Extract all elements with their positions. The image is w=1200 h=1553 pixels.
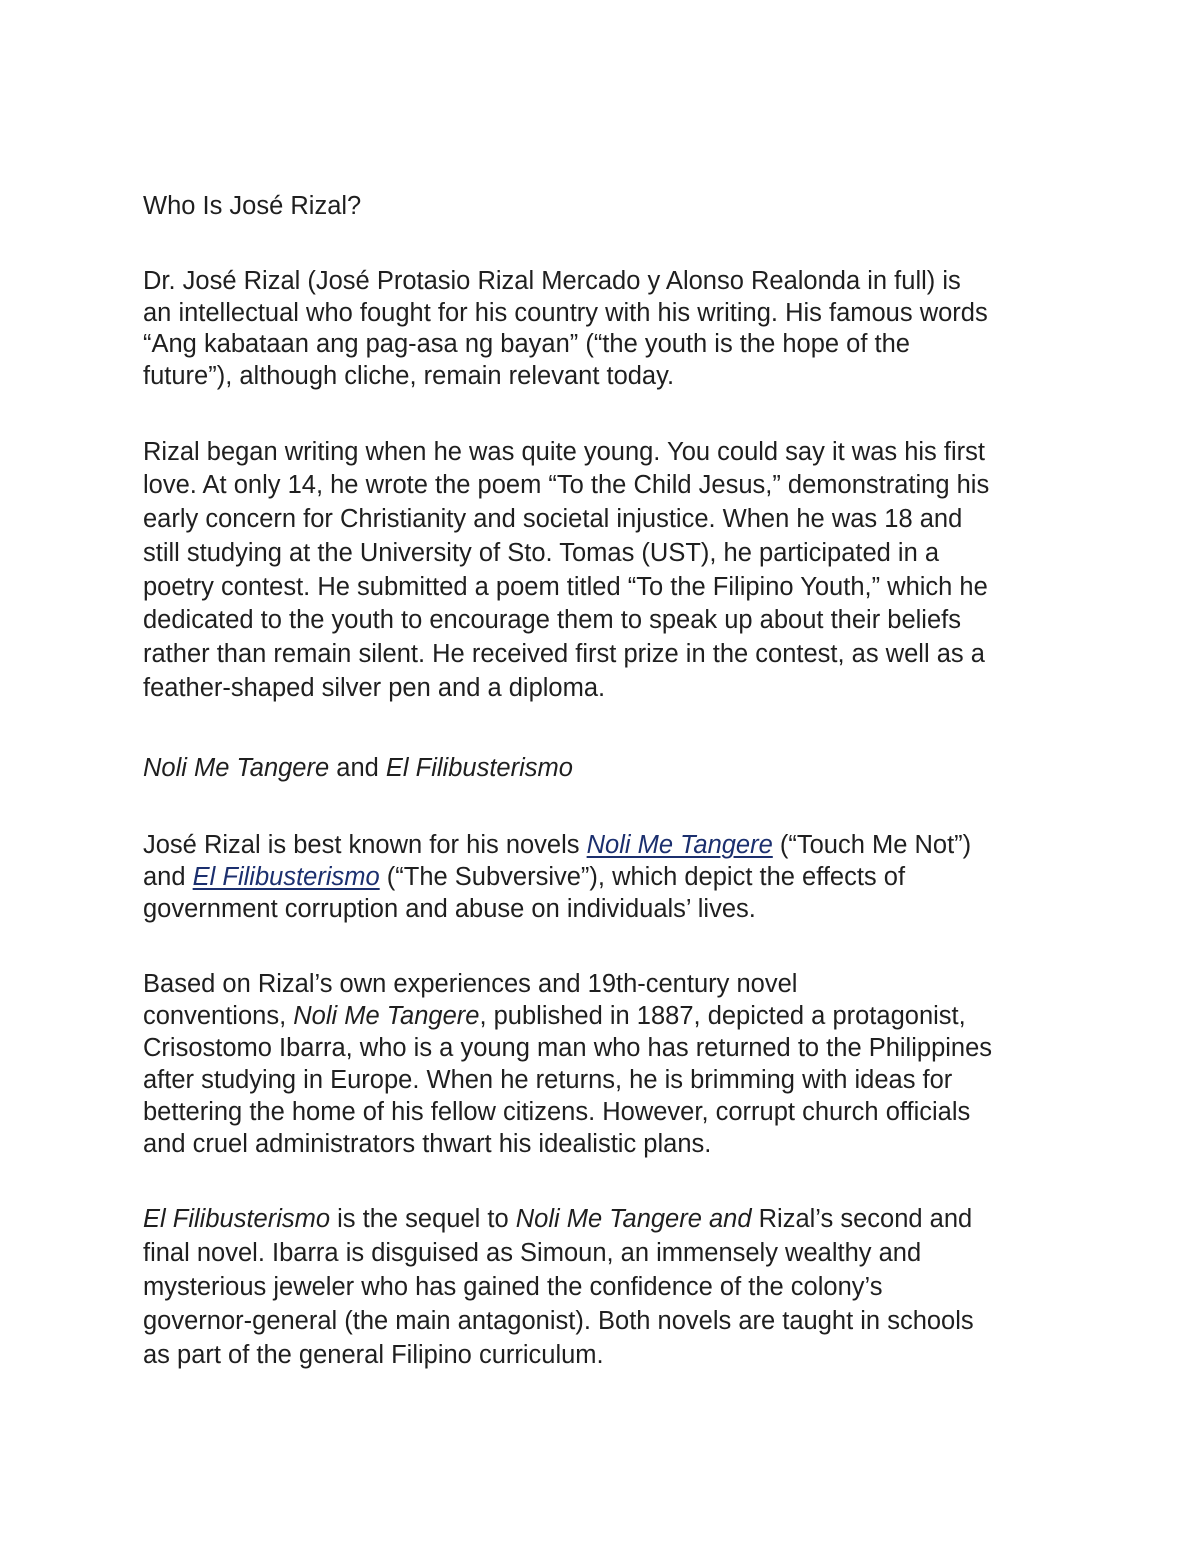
fili-paragraph-line: governor-general (the main antagonist). Both novels are taught in schools	[143, 1307, 974, 1335]
el-filibusterismo-link[interactable]: El Filibusterismo	[192, 863, 380, 891]
heading-title-noli: Noli Me Tangere	[143, 754, 330, 782]
heading-who-is-jose-rizal: Who Is José Rizal?	[143, 192, 362, 220]
text-span: and	[143, 863, 193, 891]
text-span: conventions,	[143, 1002, 294, 1030]
heading-title-fili: El Filibusterismo	[385, 754, 573, 782]
noli-paragraph-line: Crisostomo Ibarra, who is a young man who has returned to the Philippines	[143, 1034, 993, 1062]
noli-paragraph-line: Based on Rizal’s own experiences and 19th-century novel	[143, 970, 798, 998]
early-writing-paragraph-line: dedicated to the youth to encourage them to speak up about their beliefs	[143, 606, 961, 634]
early-writing-paragraph-line: Rizal began writing when he was quite young. You could say it was his first	[143, 438, 985, 466]
novels-paragraph-line: government corruption and abuse on individuals’ lives.	[143, 895, 756, 923]
novels-paragraph-line	[143, 861, 905, 894]
early-writing-paragraph-line: early concern for Christianity and societal injustice. When he was 18 and	[143, 505, 963, 533]
intro-paragraph-line: Dr. José Rizal (José Protasio Rizal Mercado y Alonso Realonda in full) is	[143, 267, 961, 295]
fili-paragraph-line: mysterious jeweler who has gained the confidence of the colony’s	[143, 1273, 883, 1301]
fili-paragraph-line	[143, 1203, 972, 1236]
italic-title: El Filibusterismo	[143, 1205, 331, 1233]
text-span: José Rizal is best known for his novels	[143, 831, 587, 859]
noli-paragraph-line: bettering the home of his fellow citizens. However, corrupt church officials	[143, 1098, 971, 1126]
text-span: (“The Subversive”), which depict the effects of	[379, 863, 906, 891]
text-span: Rizal’s second and	[751, 1205, 973, 1233]
fili-paragraph-line: final novel. Ibarra is disguised as Simoun, an immensely wealthy and	[143, 1239, 922, 1267]
intro-paragraph-line: “Ang kabataan ang pag-asa ng bayan” (“the youth is the hope of the	[143, 330, 910, 358]
early-writing-paragraph-line: love. At only 14, he wrote the poem “To the Child Jesus,” demonstrating his	[143, 471, 990, 499]
text-span: is the sequel to	[330, 1205, 516, 1233]
text-span: , published in 1887, depicted a protagonist,	[479, 1002, 966, 1030]
italic-title: Noli Me Tangere and	[515, 1205, 752, 1233]
italic-title: Noli Me Tangere	[293, 1002, 480, 1030]
text-span: (“Touch Me Not”)	[772, 831, 972, 859]
heading-conjunction: and	[329, 754, 386, 782]
fili-paragraph-line: as part of the general Filipino curriculum.	[143, 1341, 604, 1369]
early-writing-paragraph-line: still studying at the University of Sto. Tomas (UST), he participated in a	[143, 539, 940, 567]
noli-me-tangere-link[interactable]: Noli Me Tangere	[586, 831, 773, 859]
intro-paragraph-line: future”), although cliche, remain relevant today.	[143, 362, 675, 390]
early-writing-paragraph-line: feather-shaped silver pen and a diploma.	[143, 674, 606, 702]
early-writing-paragraph-line: rather than remain silent. He received first prize in the contest, as well as a	[143, 640, 985, 668]
intro-paragraph-line: an intellectual who fought for his country with his writing. His famous words	[143, 299, 988, 327]
noli-paragraph-line	[143, 1000, 966, 1033]
early-writing-paragraph-line: poetry contest. He submitted a poem titled “To the Filipino Youth,” which he	[143, 573, 988, 601]
noli-paragraph-line: and cruel administrators thwart his idealistic plans.	[143, 1130, 712, 1158]
heading-novels	[143, 752, 573, 785]
novels-paragraph-line	[143, 829, 971, 862]
noli-paragraph-line: after studying in Europe. When he returns, he is brimming with ideas for	[143, 1066, 953, 1094]
